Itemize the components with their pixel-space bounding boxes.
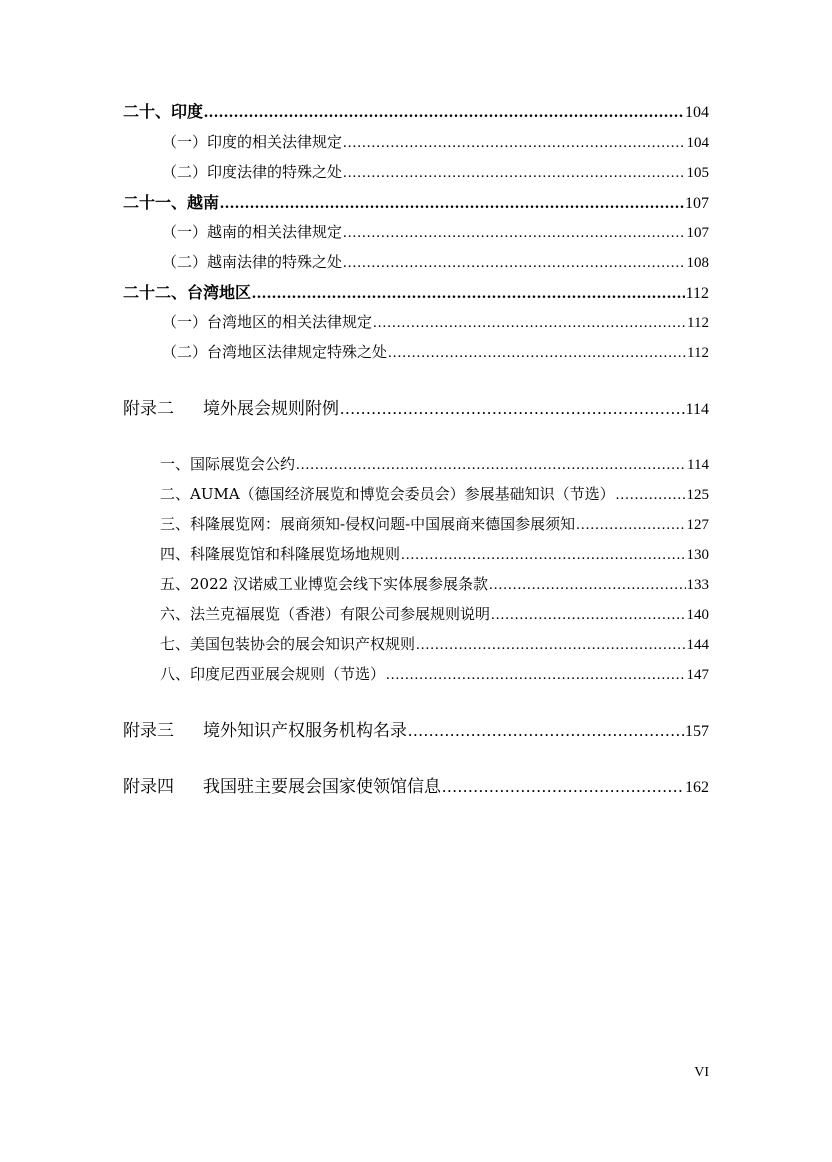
dot-leader bbox=[416, 638, 685, 653]
toc-entry-page: 108 bbox=[686, 255, 709, 271]
dot-leader bbox=[343, 256, 685, 271]
toc-entry-title: 三、科隆展览网：展商须知-侵权问题-中国展商来德国参展须知 bbox=[160, 515, 576, 533]
toc-entry[interactable] bbox=[0, 778, 832, 796]
dot-leader bbox=[576, 518, 685, 533]
toc-entry[interactable] bbox=[0, 135, 832, 151]
dot-leader bbox=[616, 488, 686, 503]
toc-entry-title: （一）台湾地区的相关法律规定 bbox=[162, 313, 373, 331]
toc-entry-title: 一、国际展览会公约 bbox=[160, 455, 296, 473]
dot-leader bbox=[489, 578, 686, 593]
toc-entry-title: 二、AUMA（德国经济展览和博览会委员会）参展基础知识（节选） bbox=[160, 485, 615, 503]
toc-entry-page: 127 bbox=[686, 517, 709, 533]
dot-leader bbox=[442, 778, 684, 795]
toc-entry-page: 112 bbox=[687, 315, 709, 331]
dot-leader bbox=[408, 722, 684, 739]
appendix-title: 境外展会规则附例 bbox=[203, 399, 339, 419]
toc-entry[interactable] bbox=[0, 457, 832, 473]
toc-entry-title: （二）印度法律的特殊之处 bbox=[162, 163, 343, 181]
dot-leader bbox=[204, 105, 684, 121]
toc-entry-title: （一）越南的相关法律规定 bbox=[162, 223, 343, 241]
toc-entry-page: 112 bbox=[687, 345, 709, 361]
appendix-title: 境外知识产权服务机构名录 bbox=[203, 721, 407, 741]
toc-entry[interactable] bbox=[0, 345, 832, 361]
toc-entry-title: （二）越南法律的特殊之处 bbox=[162, 253, 343, 271]
toc-entry-title: 二十二、台湾地区 bbox=[123, 283, 252, 302]
toc-entry-page: 125 bbox=[686, 487, 709, 503]
toc-entry-title: （二）台湾地区法律规定特殊之处 bbox=[162, 343, 388, 361]
toc-entry[interactable] bbox=[0, 255, 832, 271]
dot-leader bbox=[343, 136, 685, 151]
toc-entry-page: 114 bbox=[685, 401, 709, 418]
toc-entry-title: 五、2022 汉诺威工业博览会线下实体展参展条款 bbox=[160, 575, 488, 593]
dot-leader bbox=[388, 346, 686, 361]
toc-entry-title: 四、科隆展览馆和科隆展览场地规则 bbox=[160, 545, 401, 563]
toc-entry-page: 133 bbox=[686, 577, 709, 593]
toc-entry-page: 144 bbox=[686, 637, 709, 653]
toc-entry-title: 二十、印度 bbox=[123, 102, 204, 121]
toc-entry-title bbox=[0, 401, 339, 418]
dot-leader bbox=[491, 608, 685, 623]
toc-entry[interactable] bbox=[0, 315, 832, 331]
toc-entry-title: 八、印度尼西亚展会规则（节选） bbox=[160, 665, 386, 683]
toc-entry[interactable] bbox=[0, 195, 832, 212]
toc-entry-title: 六、法兰克福展览（香港）有限公司参展规则说明 bbox=[160, 605, 491, 623]
appendix-code: 附录三 bbox=[123, 721, 174, 741]
toc-entry[interactable] bbox=[0, 667, 832, 683]
toc-entry[interactable] bbox=[0, 400, 832, 418]
toc-entry-title: 二十一、越南 bbox=[123, 193, 220, 212]
dot-leader bbox=[296, 458, 686, 473]
toc-entry-page: 162 bbox=[685, 779, 709, 796]
toc-entry[interactable] bbox=[0, 637, 832, 653]
toc-entry-title bbox=[0, 779, 441, 796]
appendix-title: 我国驻主要展会国家使领馆信息 bbox=[203, 777, 441, 797]
dot-leader bbox=[220, 196, 684, 212]
toc-entry[interactable] bbox=[0, 547, 832, 563]
toc-entry-page: 130 bbox=[686, 547, 709, 563]
toc-entry-title: 七、美国包装协会的展会知识产权规则 bbox=[160, 635, 416, 653]
dot-leader bbox=[340, 400, 685, 417]
dot-leader bbox=[252, 286, 685, 302]
toc-entry[interactable] bbox=[0, 607, 832, 623]
toc-entry[interactable] bbox=[0, 517, 832, 533]
dot-leader bbox=[401, 548, 685, 563]
appendix-code: 附录二 bbox=[123, 399, 174, 419]
appendix-code: 附录四 bbox=[123, 777, 174, 797]
toc-entry-page: 112 bbox=[685, 285, 709, 302]
toc-entry[interactable] bbox=[0, 225, 832, 241]
toc-entry-title: （一）印度的相关法律规定 bbox=[162, 133, 343, 151]
toc-entry-title bbox=[0, 723, 407, 740]
dot-leader bbox=[343, 166, 685, 181]
toc-entry[interactable] bbox=[0, 577, 832, 593]
toc-entry-page: 147 bbox=[686, 667, 709, 683]
dot-leader bbox=[343, 226, 685, 241]
toc-entry-page: 107 bbox=[685, 195, 709, 212]
toc-entry-page: 104 bbox=[685, 104, 709, 121]
toc-entry-page: 105 bbox=[686, 165, 709, 181]
toc-entry-page: 104 bbox=[686, 135, 709, 151]
toc-entry[interactable] bbox=[0, 104, 832, 121]
toc-entry-page: 157 bbox=[685, 723, 709, 740]
toc-entry[interactable] bbox=[0, 487, 832, 503]
toc-entry[interactable] bbox=[0, 165, 832, 181]
toc-entry-page: 140 bbox=[686, 607, 709, 623]
dot-leader bbox=[373, 316, 686, 331]
toc-entry-page: 114 bbox=[687, 457, 709, 473]
toc-entry[interactable] bbox=[0, 722, 832, 740]
toc-entry[interactable] bbox=[0, 285, 832, 302]
page-number: VI bbox=[694, 1065, 709, 1080]
toc-entry-page: 107 bbox=[686, 225, 709, 241]
dot-leader bbox=[386, 668, 685, 683]
